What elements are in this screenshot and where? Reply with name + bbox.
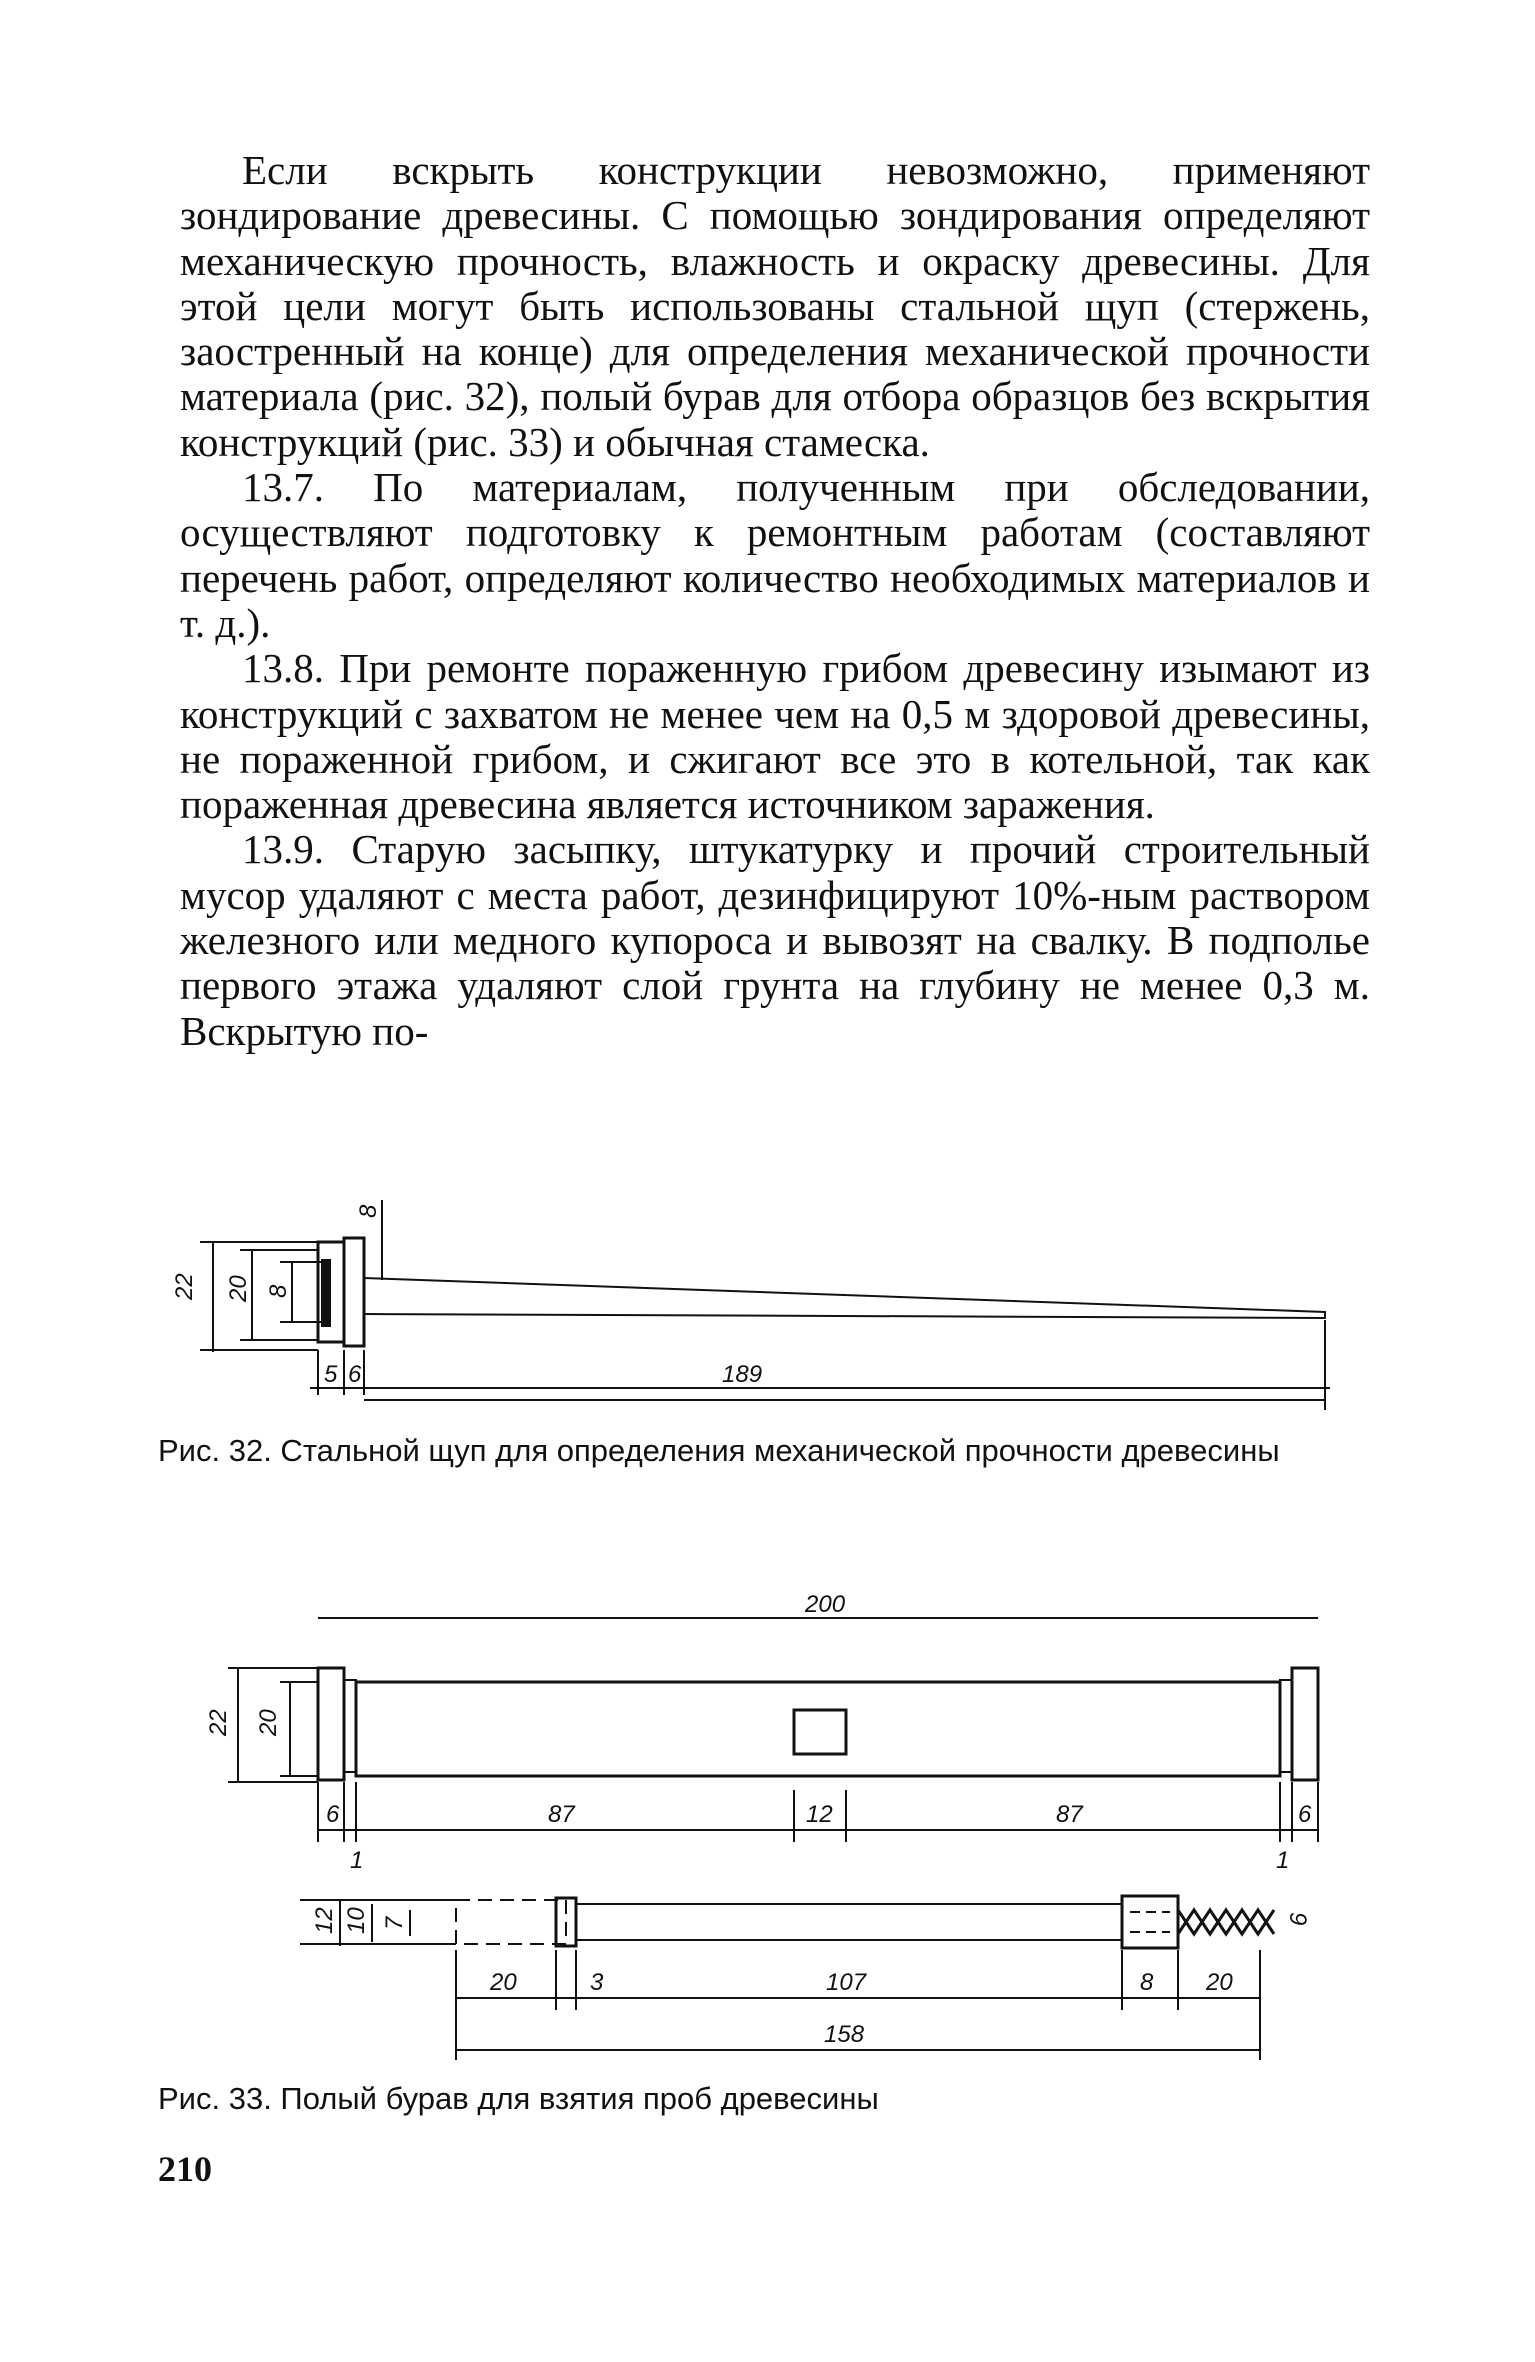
paragraph-13-7: 13.7. По материалам, полученным при обследовании, осуществляют подготовку к ремонтным работам (составляют перечень работ, определяют количество необходимых материалов и т. д.). — [180, 464, 1370, 646]
dim-12-section: 12 — [311, 1907, 338, 1934]
mark-1-left: 1 — [350, 1847, 364, 1874]
dim-158: 158 — [824, 2021, 865, 2048]
dim-20-auger: 20 — [255, 1709, 282, 1736]
dim-87-right: 87 — [1056, 1801, 1083, 1828]
auger-left-cap — [318, 1668, 344, 1780]
dim-8-top: 8 — [355, 1204, 382, 1218]
paragraph-13-9: 13.9. Старую засыпку, штукатурку и прочий строительный мусор удаляют с места работ, дезинфицируют 10%-ным раствором железного или медного купороса и вывозят на свалку. В подполье первого этажа удаляют слой грунта на глубину не менее 0,3 м. Вскрытую по- — [180, 826, 1370, 1054]
auger-window — [794, 1710, 846, 1754]
dim-9: 9 — [1284, 1912, 1311, 1926]
paragraph-13-8: 13.8. При ремонте пораженную грибом древесину изымают из конструкций с захватом не менее чем на 0,5 м здоровой древесины, не пораженной грибом, и сжигают все это в котельной, так как пораженная древесина является источником заражения. — [180, 645, 1370, 828]
dim-20: 20 — [225, 1275, 252, 1302]
dim-20-left: 20 — [490, 1969, 517, 1996]
dim-22-auger: 22 — [205, 1709, 232, 1736]
dim-200: 200 — [805, 1591, 846, 1618]
dim-22: 22 — [171, 1273, 198, 1300]
dim-87-left: 87 — [548, 1801, 575, 1828]
auger-right-cap — [1292, 1668, 1318, 1780]
dim-5: 5 — [324, 1361, 338, 1388]
dim-8-section: 8 — [1140, 1969, 1154, 1996]
dim-6: 6 — [348, 1361, 362, 1388]
dim-3: 3 — [590, 1969, 604, 1996]
dim-12: 12 — [806, 1801, 833, 1828]
dim-6-right: 6 — [1298, 1801, 1312, 1828]
dim-7: 7 — [381, 1916, 408, 1930]
mark-1-right: 1 — [1276, 1847, 1290, 1874]
paragraph-probing: Если вскрыть конструкции невозможно, применяют зондирование древесины. С помощью зондирования определяют механическую прочность, влажность и окраску древесины. Для этой цели могут быть использованы стальной щуп (стержень, заостренный на конце) для определения механической прочности материала (рис. 32), полый бурав для отбора образцов без вскрытия конструкций (рис. 33) и обычная стамеска. — [180, 147, 1370, 465]
dim-20-right: 20 — [1206, 1969, 1233, 1996]
dim-6-left: 6 — [326, 1801, 340, 1828]
dim-107: 107 — [826, 1969, 867, 1996]
dim-189: 189 — [722, 1361, 763, 1388]
dim-8-inner: 8 — [265, 1284, 292, 1298]
auger-tube — [356, 1682, 1280, 1776]
dim-10: 10 — [343, 1907, 370, 1934]
auger-thread — [1178, 1910, 1274, 1934]
page-number: 210 — [158, 2149, 212, 2189]
figure-33-caption: Рис. 33. Полый бурав для взятия проб древесины — [158, 2081, 879, 2116]
figure-32-caption: Рис. 32. Стальной щуп для определения механической прочности древесины — [158, 1433, 1280, 1468]
